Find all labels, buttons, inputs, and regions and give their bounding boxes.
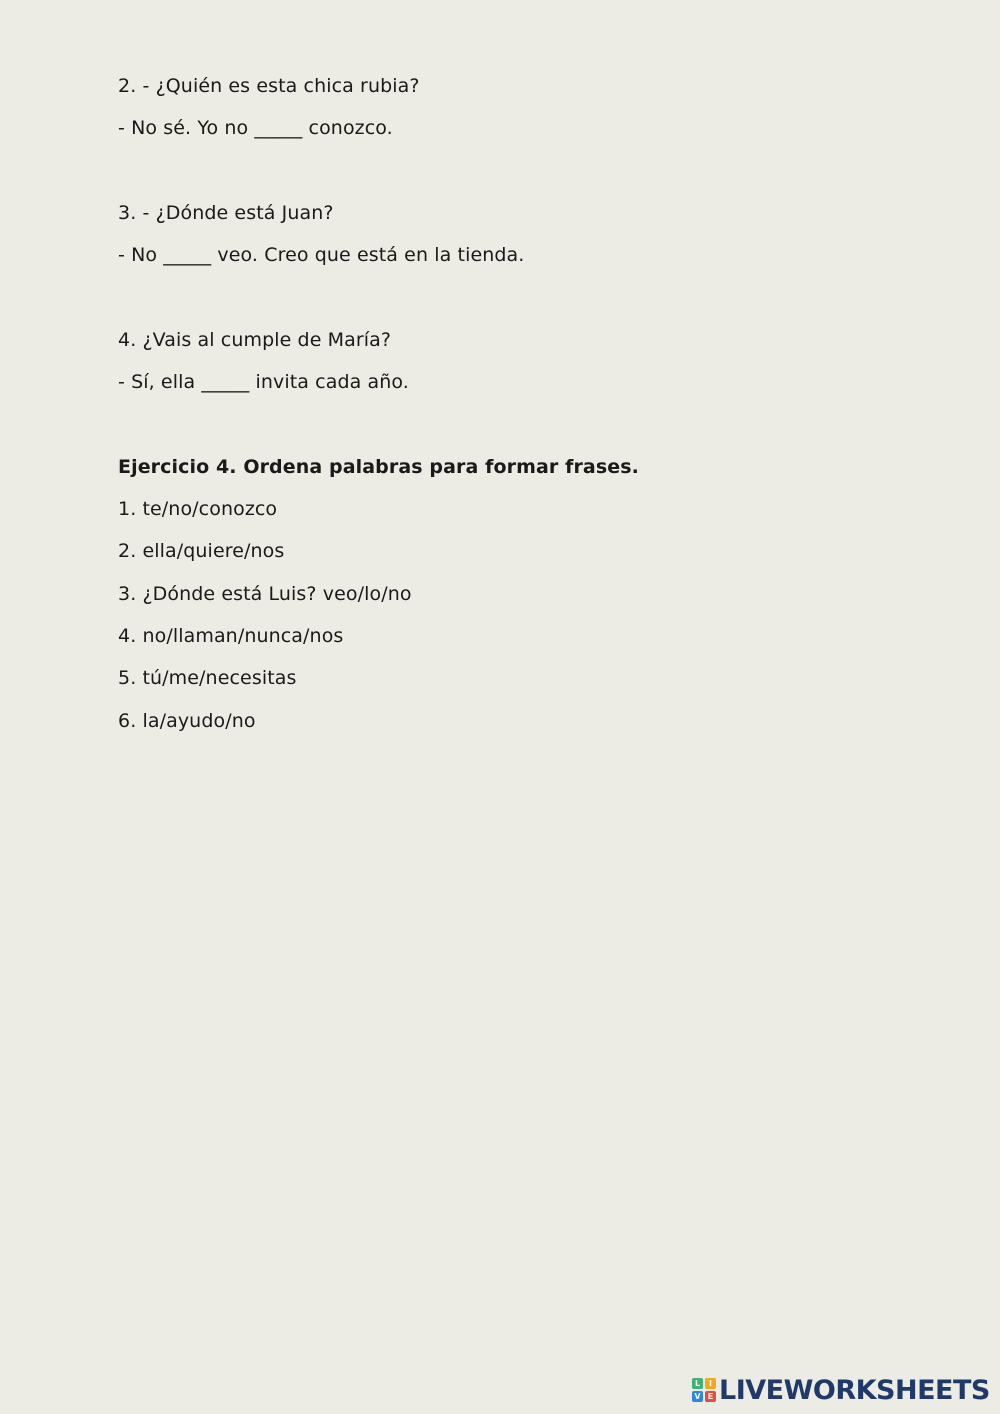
liveworksheets-mark-icon bbox=[692, 1378, 716, 1402]
question-2: 2. - ¿Quién es esta chica rubia? bbox=[118, 75, 420, 97]
question-3: 3. - ¿Dónde está Juan? bbox=[118, 202, 334, 224]
exercise-4-item-6: 6. la/ayudo/no bbox=[118, 710, 256, 732]
exercise-4-item-5: 5. tú/me/necesitas bbox=[118, 667, 297, 689]
logo-mark-tile: L bbox=[692, 1378, 703, 1389]
question-4: 4. ¿Vais al cumple de María? bbox=[118, 329, 392, 351]
answer-3: - No _____ veo. Creo que está en la tienda. bbox=[118, 244, 525, 266]
logo-text: LIVEWORKSHEETS bbox=[719, 1374, 990, 1406]
answer-2: - No sé. Yo no _____ conozco. bbox=[118, 117, 393, 139]
liveworksheets-logo[interactable] bbox=[692, 1374, 990, 1406]
exercise-4-item-1: 1. te/no/conozco bbox=[118, 498, 278, 520]
logo-mark-tile: V bbox=[692, 1391, 703, 1402]
exercise-4-item-4: 4. no/llaman/nunca/nos bbox=[118, 625, 344, 647]
logo-mark-tile: E bbox=[705, 1391, 716, 1402]
exercise-4-item-2: 2. ella/quiere/nos bbox=[118, 540, 285, 562]
exercise-4-item-3: 3. ¿Dónde está Luis? veo/lo/no bbox=[118, 583, 412, 605]
logo-mark-tile: I bbox=[705, 1378, 716, 1389]
answer-4: - Sí, ella _____ invita cada año. bbox=[118, 371, 409, 393]
exercise-4-title: Ejercicio 4. Ordena palabras para formar frases. bbox=[118, 456, 639, 478]
